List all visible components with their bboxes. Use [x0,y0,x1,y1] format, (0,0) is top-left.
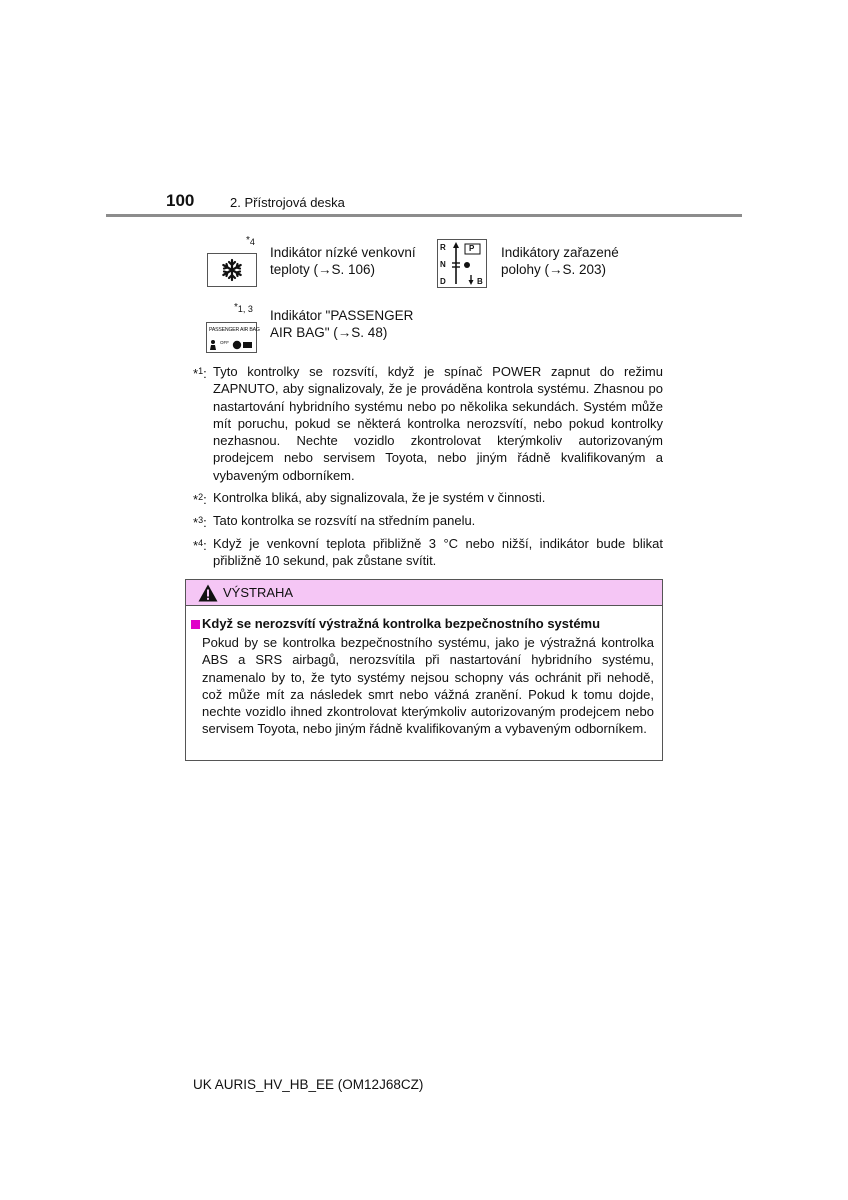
indicator-text-low-temp: Indikátor nízké venkovní teploty (→S. 106) [270,245,416,277]
warning-bullet [191,620,200,629]
warning-title: VÝSTRAHA [223,585,294,600]
footnote-4: *$^4$: Když je venkovní teplota přibližně 3 °C nebo nižší, indikátor bude blikat přibližně 10 sekund, pak zůstane svítit. [193,536,663,569]
indicator-mark-3: *1, 3 [234,302,253,314]
snowflake-icon [207,253,257,287]
footnote-1: *$^1$: Tyto kontrolky se rozsvítí, když je spínač POWER zapnut do režimu ZAPNUTO, aby signalizovaly, že je prováděna kontrola systému. Zhasnou po nastartování hybridního systému nebo po několika sekundách. Systém může mít poruchu, pokud se některá kontrolka nerozsvítí, nebo pokud kontrolky nezhasnou. Nechte vozidlo zkontrolovat kterýmkoliv autorizovaným prodejcem nebo servisem Toyota, nebo jiným řádně kvalifikovaným a vybaveným odborníkem. [193,364,663,483]
warning-heading: Když se nerozsvítí výstražná kontrolka bezpečnostního systému [202,616,601,631]
gear-label-r: R [440,243,446,252]
shift-position-icon [437,239,487,288]
indicator-text-airbag: Indikátor "PASSENGER AIR BAG" (→S. 48) [270,308,414,340]
warning-box [185,579,663,761]
passenger-airbag-icon [206,322,260,353]
gear-label-n: N [440,260,446,269]
footnote-1-text: Tyto kontrolky se rozsvítí, když je spínač POWER zapnut do režimu ZAPNUTO, aby signalizovaly, že je prováděna kontrola systému. Zhasnou po nastartování hybridního systému nebo po několika sekundách. Systém může mít poruchu, pokud se některá kontrolka nerozsvítí, nebo pokud kontrolky nezhasnou. Nechte vozidlo zkontrolovat kterýmkoliv autorizovaným prodejcem nebo servisem Toyota, nebo jiným řádně kvalifikovaným a vybaveným odborníkem. [213,364,663,483]
footnote-2-text: Kontrolka bliká, aby signalizovala, že je systém v činnosti. [213,490,546,505]
indicator-text-shift: Indikátory zařazené polohy (→S. 203) [501,245,619,277]
footnote-3-text: Tato kontrolka se rozsvítí na středním panelu. [213,513,476,528]
footnote-4-text: Když je venkovní teplota přibližně 3 °C nebo nižší, indikátor bude blikat přibližně 10 sekund, pak zůstane svítit. [213,536,663,569]
warning-header [186,580,662,606]
airbag-off-label: OFF [220,340,229,345]
page-number: 100 [166,191,195,210]
airbag-icon-label: PASSENGER AIR BAG [209,327,260,333]
gear-label-d: D [440,277,446,286]
footer-code: UK AURIS_HV_HB_EE (OM12J68CZ) [193,1077,424,1092]
footnote-2: *$^2$: Kontrolka bliká, aby signalizovala, že je systém v činnosti. [193,489,663,506]
indicator-mark-1: *4 [246,235,255,247]
warning-body: Pokud by se kontrolka bezpečnostního systému, jako je výstražná kontrolka ABS a SRS airbagů, nerozsvítila při nastartování hybridního systému, znamenalo by to, že tyto systémy nejsou schopny vás ochránit při nehodě, což může mít za následek smrt nebo vážná zranění. Pokud k tomu dojde, nechte vozidlo ihned zkontrolovat kterýmkoliv autorizovaným prodejcem nebo servisem Toyota, nebo jiným řádně kvalifikovaným a vybaveným odborníkem. [202,635,654,737]
footnote-3: *$^3$: Tato kontrolka se rozsvítí na středním panelu. [193,512,663,529]
gear-label-b: B [477,277,483,286]
gear-label-p: P [469,244,475,253]
warning-triangle-icon [198,584,218,602]
header-rule [106,214,742,217]
section-title: 2. Přístrojová deska [230,195,345,210]
